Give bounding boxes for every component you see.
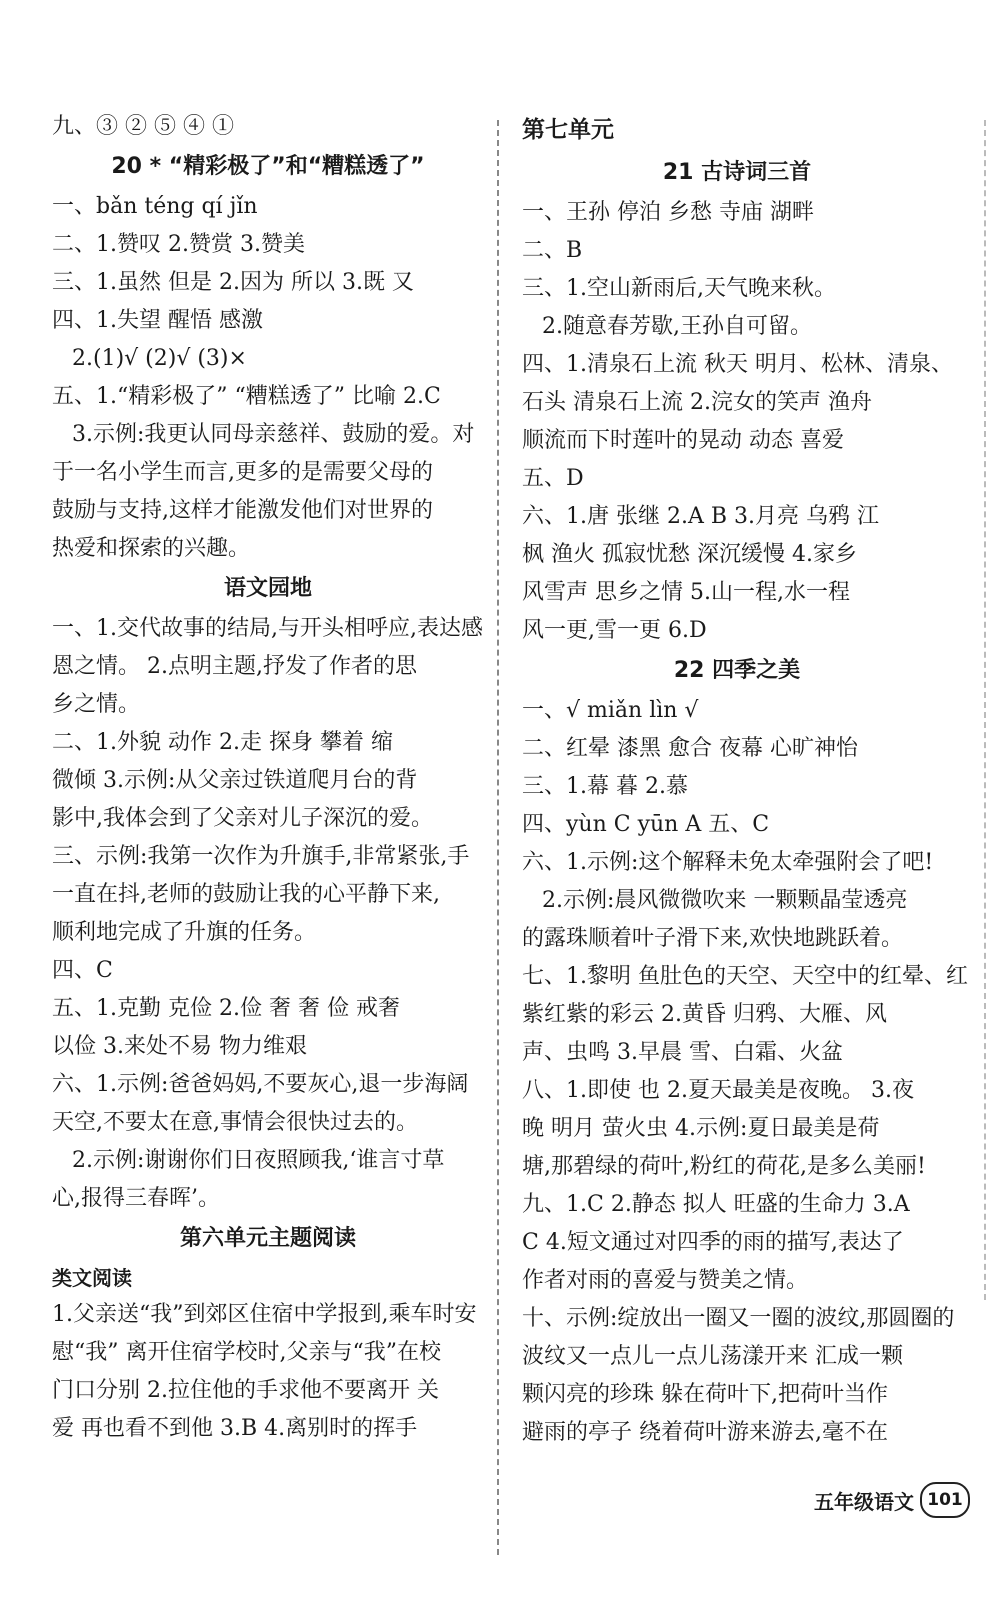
answer-line: 顺利地完成了升旗的任务。	[52, 920, 317, 945]
unit-reading-heading: 第六单元主题阅读	[179, 1226, 356, 1251]
answer-line: 二、B	[522, 238, 583, 263]
answer-line: 心,报得三春晖’。	[52, 1186, 220, 1211]
answer-line: 3.示例:我更认同母亲慈祥、鼓励的爱。对	[72, 422, 475, 447]
answer-line: 波纹又一点儿一点儿荡漾开来 汇成一颗	[522, 1344, 903, 1369]
lesson-heading: 21 古诗词三首	[662, 160, 812, 185]
lesson-heading: 20 * “精彩极了”和“糟糕透了”	[111, 154, 425, 179]
answer-line: 二、红晕 漆黑 愈合 夜幕 心旷神怡	[522, 736, 858, 761]
answer-line: 五、1.克勤 克俭 2.俭 奢 奢 俭 戒奢	[52, 996, 400, 1021]
answer-line: 天空,不要太在意,事情会很快过去的。	[52, 1110, 418, 1135]
answer-line: 十、示例:绽放出一圈又一圈的波纹,那圆圈的	[522, 1306, 955, 1331]
answer-line: 四、1.失望 醒悟 感激	[52, 308, 263, 333]
grade-subject-label: 五年级语文	[814, 1489, 914, 1514]
lesson-heading: 22 四季之美	[673, 658, 801, 683]
answer-line: 2.示例:谢谢你们日夜照顾我,‘谁言寸草	[72, 1148, 445, 1173]
answer-line: 一、王孙 停泊 乡愁 寺庙 湖畔	[522, 200, 814, 225]
answer-line: 紫红紫的彩云 2.黄昏 归鸦、大雁、风	[522, 1002, 887, 1027]
answer-line: 声、虫鸣 3.早晨 雪、白霜、火盆	[522, 1040, 843, 1065]
answer-line: 避雨的亭子 绕着荷叶游来游去,毫不在	[522, 1420, 888, 1445]
answer-line: 五、1.“精彩极了” “糟糕透了” 比喻 2.C	[52, 384, 441, 409]
answer-line: 四、C	[52, 958, 113, 983]
answer-line: 五、D	[522, 466, 584, 491]
answer-line: 一、bǎn téng qí jǐn	[52, 194, 258, 219]
answer-line: 二、1.赞叹 2.赞赏 3.赞美	[52, 232, 305, 257]
answer-line: 2.随意春芳歇,王孙自可留。	[542, 314, 812, 339]
answer-line: 影中,我体会到了父亲对儿子深沉的爱。	[52, 806, 433, 831]
answer-line: 六、1.示例:爸爸妈妈,不要灰心,退一步海阔	[52, 1072, 469, 1097]
answer-line: 的露珠顺着叶子滑下来,欢快地跳跃着。	[522, 926, 903, 951]
answer-line: 颗闪亮的珍珠 躲在荷叶下,把荷叶当作	[522, 1382, 888, 1407]
page-number: 101	[920, 1482, 970, 1518]
answer-line: 三、1.虽然 但是 2.因为 所以 3.既 又	[52, 270, 414, 295]
answer-line: 九、③ ② ⑤ ④ ①	[52, 114, 234, 139]
answer-line: 2.(1)√ (2)√ (3)×	[72, 346, 247, 371]
subsection-heading: 类文阅读	[52, 1266, 132, 1290]
answer-line: 风一更,雪一更 6.D	[522, 618, 707, 643]
answer-line: 六、1.示例:这个解释未免太牵强附会了吧!	[522, 850, 934, 875]
answer-line: 微倾 3.示例:从父亲过铁道爬月台的背	[52, 768, 418, 793]
answer-line: 作者对雨的喜爱与赞美之情。	[522, 1268, 809, 1293]
edge-dashes	[984, 120, 986, 1300]
answer-line: 乡之情。	[52, 692, 141, 717]
answer-line: 顺流而下时莲叶的晃动 动态 喜爱	[522, 428, 844, 453]
answer-line: 三、1.空山新雨后,天气晚来秋。	[522, 276, 836, 301]
section-heading: 语文园地	[223, 576, 312, 601]
answer-line: 鼓励与支持,这样才能激发他们对世界的	[52, 498, 433, 523]
answer-line: 热爱和探索的兴趣。	[52, 536, 251, 561]
answer-line: 恩之情。 2.点明主题,抒发了作者的思	[52, 654, 417, 679]
answer-line: 三、1.幕 暮 2.慕	[522, 774, 688, 799]
answer-line: 四、yùn C yūn A 五、C	[522, 812, 770, 837]
answer-line: 四、1.清泉石上流 秋天 明月、松林、清泉、	[522, 352, 953, 377]
answer-line: 门口分别 2.拉住他的手求他不要离开 关	[52, 1378, 439, 1403]
answer-line: C 4.短文通过对四季的雨的描写,表达了	[522, 1230, 904, 1255]
answer-line: 三、示例:我第一次作为升旗手,非常紧张,手	[52, 844, 470, 869]
answer-line: 于一名小学生而言,更多的是需要父母的	[52, 460, 433, 485]
answer-line: 1.父亲送“我”到郊区住宿中学报到,乘车时安	[52, 1302, 477, 1327]
answer-line: 慰“我” 离开住宿学校时,父亲与“我”在校	[52, 1340, 441, 1365]
answer-line: 六、1.唐 张继 2.A B 3.月亮 乌鸦 江	[522, 504, 879, 529]
answer-line: 九、1.C 2.静态 拟人 旺盛的生命力 3.A	[522, 1192, 910, 1217]
right-column	[522, 108, 968, 1452]
answer-line: 石头 清泉石上流 2.浣女的笑声 渔舟	[522, 390, 872, 415]
answer-line: 以俭 3.来处不易 物力维艰	[52, 1034, 307, 1059]
answer-line: 2.示例:晨风微微吹来 一颗颗晶莹透亮	[542, 888, 908, 913]
answer-line: 二、1.外貌 动作 2.走 探身 攀着 缩	[52, 730, 393, 755]
answer-line: 晚 明月 萤火虫 4.示例:夏日最美是荷	[522, 1116, 880, 1141]
answer-line: 塘,那碧绿的荷叶,粉红的荷花,是多么美丽!	[522, 1154, 926, 1179]
answer-line: 枫 渔火 孤寂忧愁 深沉缓慢 4.家乡	[522, 542, 857, 567]
answer-line: 爱 再也看不到他 3.B 4.离别时的挥手	[52, 1416, 418, 1441]
answer-line: 一、1.交代故事的结局,与开头相呼应,表达感	[52, 616, 483, 641]
answer-line: 一、√ miǎn lìn √	[522, 698, 699, 723]
left-column	[52, 108, 484, 1448]
answer-line: 八、1.即使 也 2.夏天最美是夜晚。 3.夜	[522, 1078, 914, 1103]
page-footer	[814, 1482, 970, 1518]
answer-line: 七、1.黎明 鱼肚色的天空、天空中的红晕、红	[522, 964, 968, 989]
unit-title: 第七单元	[522, 117, 614, 143]
answer-line: 一直在抖,老师的鼓励让我的心平静下来,	[52, 882, 440, 907]
answer-line: 风雪声 思乡之情 5.山一程,水一程	[522, 580, 850, 605]
column-divider	[497, 120, 499, 1555]
